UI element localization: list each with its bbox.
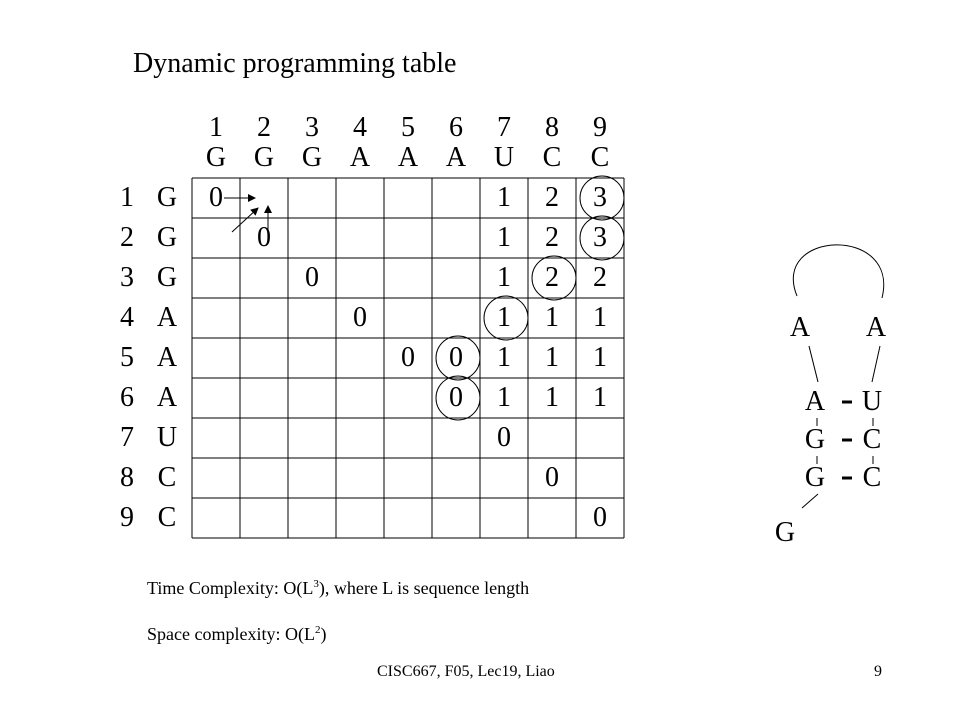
table-cell: 1 bbox=[545, 302, 559, 333]
table-cell: 0 bbox=[209, 182, 223, 213]
row-base: C bbox=[157, 502, 177, 533]
column-number: 2 bbox=[257, 112, 271, 143]
row-number: 5 bbox=[120, 342, 134, 373]
table-cell: 1 bbox=[497, 222, 511, 253]
row-base: A bbox=[156, 382, 178, 413]
table-cell: 0 bbox=[257, 222, 271, 253]
row-base: C bbox=[157, 462, 177, 493]
row-number: 7 bbox=[120, 422, 134, 453]
table-cell: 1 bbox=[593, 342, 607, 373]
time-complexity: Time Complexity: $O(L^3)$, where L is sequence length bbox=[147, 578, 530, 598]
table-cell: 1 bbox=[593, 302, 607, 333]
table-cell: 2 bbox=[545, 262, 559, 293]
table-cell: 1 bbox=[497, 182, 511, 213]
table-cell: 1 bbox=[545, 342, 559, 373]
loop-base: A bbox=[865, 312, 887, 343]
space-complexity: Space complexity: $O(L^2)$ bbox=[147, 624, 327, 644]
table-cell: 1 bbox=[497, 262, 511, 293]
pair-right-base: U bbox=[861, 386, 883, 417]
row-base: A bbox=[156, 302, 178, 333]
column-number: 8 bbox=[545, 112, 559, 143]
row-number: 3 bbox=[120, 262, 134, 293]
row-base: U bbox=[156, 422, 178, 453]
pair-left-base: A bbox=[804, 386, 826, 417]
column-base: G bbox=[205, 142, 227, 173]
backbone-line bbox=[802, 494, 818, 508]
column-base: U bbox=[493, 142, 515, 173]
table-cell: 1 bbox=[545, 382, 559, 413]
table-cell: 1 bbox=[497, 382, 511, 413]
slide-title: Dynamic programming table bbox=[133, 48, 457, 79]
row-base: G bbox=[156, 262, 178, 293]
column-base: A bbox=[349, 142, 371, 173]
table-cell: 0 bbox=[449, 382, 463, 413]
table-cell: 1 bbox=[497, 302, 511, 333]
row-number: 6 bbox=[120, 382, 134, 413]
column-number: 9 bbox=[593, 112, 607, 143]
column-number: 3 bbox=[305, 112, 319, 143]
column-base: A bbox=[445, 142, 467, 173]
page-number: 9 bbox=[874, 663, 882, 680]
pair-left-base: G bbox=[804, 462, 826, 493]
column-base: C bbox=[590, 142, 610, 173]
row-number: 4 bbox=[120, 302, 134, 333]
column-number: 1 bbox=[209, 112, 223, 143]
backbone-line bbox=[809, 346, 818, 382]
table-cell: 1 bbox=[593, 382, 607, 413]
table-cell: 3 bbox=[593, 222, 607, 253]
row-base: G bbox=[156, 222, 178, 253]
table-cell: 2 bbox=[545, 222, 559, 253]
table-cell: 3 bbox=[593, 182, 607, 213]
column-base: A bbox=[397, 142, 419, 173]
column-number: 6 bbox=[449, 112, 463, 143]
table-cell: 0 bbox=[449, 342, 463, 373]
row-number: 2 bbox=[120, 222, 134, 253]
table-cell: 0 bbox=[545, 462, 559, 493]
column-base: G bbox=[301, 142, 323, 173]
pair-right-base: C bbox=[862, 462, 882, 493]
table-cell: 0 bbox=[593, 502, 607, 533]
row-base: A bbox=[156, 342, 178, 373]
row-number: 9 bbox=[120, 502, 134, 533]
loop-base: A bbox=[789, 312, 811, 343]
table-cell: 0 bbox=[305, 262, 319, 293]
column-number: 4 bbox=[353, 112, 367, 143]
table-cell: 2 bbox=[545, 182, 559, 213]
column-number: 5 bbox=[401, 112, 415, 143]
row-base: G bbox=[156, 182, 178, 213]
tail-base: G bbox=[774, 517, 796, 548]
table-cell: 1 bbox=[497, 342, 511, 373]
hairpin-loop-arc bbox=[793, 245, 883, 298]
pair-right-base: C bbox=[862, 424, 882, 455]
table-cell: 0 bbox=[353, 302, 367, 333]
table-cell: 0 bbox=[401, 342, 415, 373]
table-cell: 0 bbox=[497, 422, 511, 453]
row-number: 8 bbox=[120, 462, 134, 493]
pair-left-base: G bbox=[804, 424, 826, 455]
column-base: G bbox=[253, 142, 275, 173]
row-number: 1 bbox=[120, 182, 134, 213]
column-number: 7 bbox=[497, 112, 511, 143]
footer-course: CISC667, F05, Lec19, Liao bbox=[377, 663, 555, 680]
column-base: C bbox=[542, 142, 562, 173]
backbone-line bbox=[872, 346, 880, 382]
table-cell: 2 bbox=[593, 262, 607, 293]
